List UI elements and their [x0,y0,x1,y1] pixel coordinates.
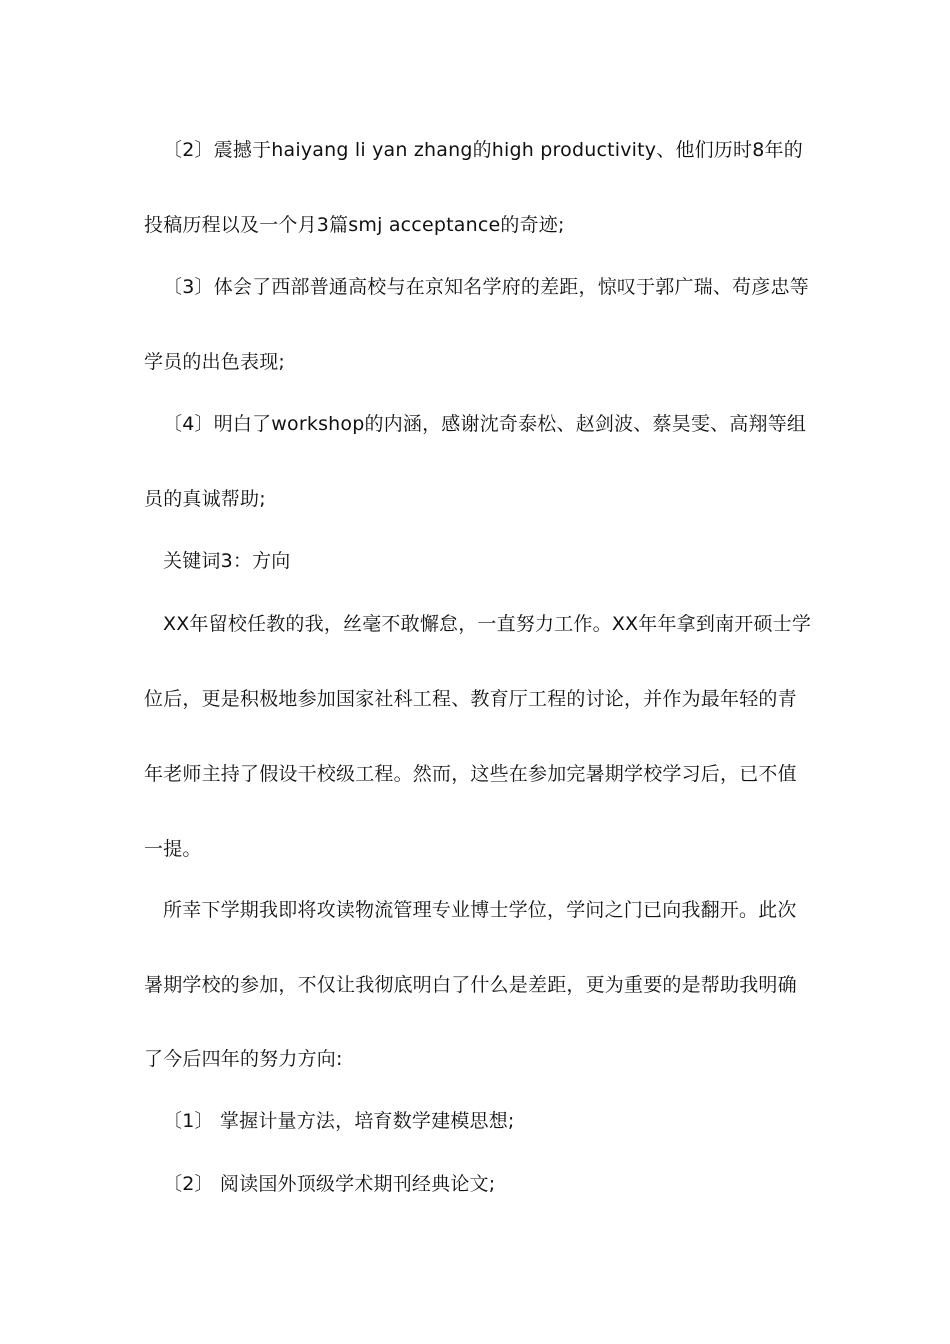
paragraph-line: 〔2〕震撼于haiyang li yan zhang的high productivity、他们历时8年的 [163,139,803,161]
paragraph-line: 投稿历程以及一个月3篇smj acceptance的奇迹; [144,214,565,236]
paragraph-line: 员的真诚帮助; [144,488,266,510]
paragraph-line: 了今后四年的努力方向: [144,1048,343,1070]
paragraph-line: 位后，更是积极地参加国家社科工程、教育厅工程的讨论，并作为最年轻的青 [144,688,797,710]
paragraph-line: 一提。 [144,838,202,860]
section-heading: 关键词3：方向 [163,550,291,572]
paragraph-line: 年老师主持了假设干校级工程。然而，这些在参加完暑期学校学习后，已不值 [144,763,797,785]
paragraph-line: 学员的出色表现; [144,351,286,373]
paragraph-line: 〔3〕体会了西部普通高校与在京知名学府的差距，惊叹于郭广瑞、苟彦忠等 [163,276,809,298]
paragraph-line: XX年留校任教的我，丝毫不敢懈怠，一直努力工作。XX年年拿到南开硕士学 [163,613,812,635]
paragraph-line: 暑期学校的参加，不仅让我彻底明白了什么是差距，更为重要的是帮助我明确 [144,974,797,996]
list-item: 〔2〕 阅读国外顶级学术期刊经典论文; [163,1173,496,1195]
list-item: 〔1〕 掌握计量方法，培育数学建模思想; [163,1110,515,1132]
paragraph-line: 〔4〕明白了workshop的内涵，感谢沈奇泰松、赵剑波、蔡昊雯、高翔等组 [163,413,807,435]
paragraph-line: 所幸下学期我即将攻读物流管理专业博士学位，学问之门已向我翻开。此次 [163,899,797,921]
